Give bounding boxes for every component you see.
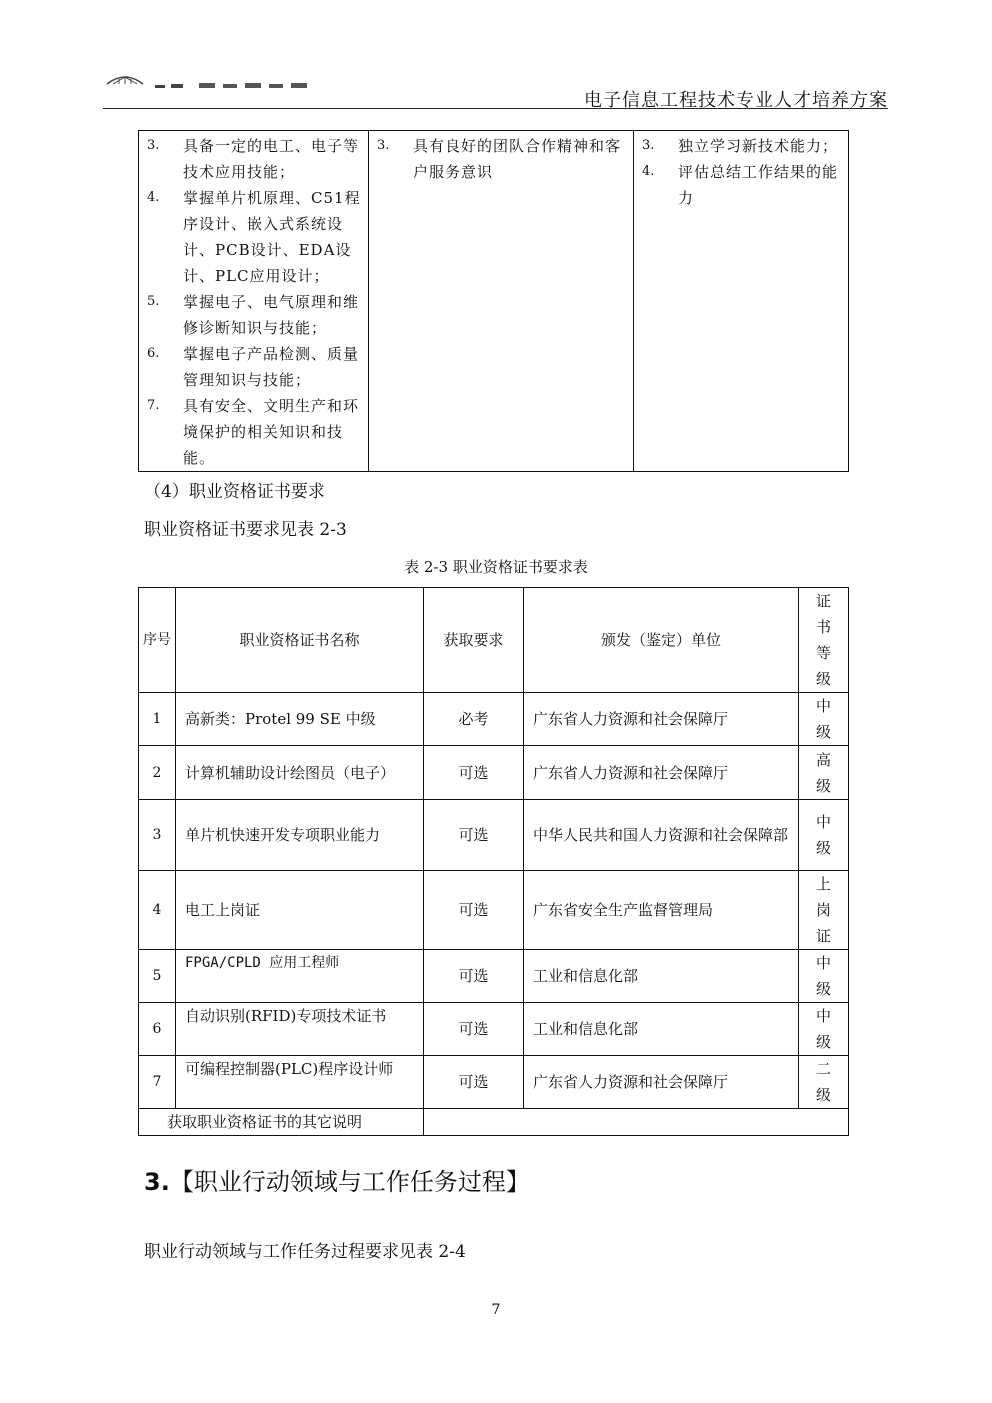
cell-issuer: 中华人民共和国人力资源和社会保障部 xyxy=(524,800,799,871)
cell-name: 单片机快速开发专项职业能力 xyxy=(176,800,424,871)
page-number: 7 xyxy=(491,1302,501,1318)
section-3-number: 3. xyxy=(144,1168,170,1196)
cell-no: 3 xyxy=(139,800,176,871)
school-logo-icon xyxy=(103,72,318,92)
skills-col-social xyxy=(369,131,634,472)
list-item: 4. 掌握单片机原理、C51程序设计、嵌入式系统设计、PCB设计、EDA设计、PLC应用设计； xyxy=(147,189,361,285)
table-caption: 表 2-3 职业资格证书要求表 xyxy=(404,558,588,576)
cell-requirement: 可选 xyxy=(424,746,524,800)
list-item: 3. 独立学习新技术能力； xyxy=(642,137,839,155)
list-item: 5. 掌握电子、电气原理和维修诊断知识与技能； xyxy=(147,293,360,337)
table-row xyxy=(139,800,849,871)
cell-requirement: 可选 xyxy=(424,871,524,950)
cell-name: 自动识别(RFID)专项技术证书 xyxy=(176,1003,424,1056)
cell-no: 5 xyxy=(139,950,176,1003)
cell-requirement: 可选 xyxy=(424,800,524,871)
header-requirement: 获取要求 xyxy=(424,588,524,693)
cell-no: 6 xyxy=(139,1003,176,1056)
header-no: 序号 xyxy=(139,588,176,693)
table-note-row xyxy=(139,1109,849,1136)
cell-name: 可编程控制器(PLC)程序设计师 xyxy=(176,1056,424,1109)
cell-name: FPGA/CPLD 应用工程师 xyxy=(176,950,424,1003)
table-row xyxy=(139,1056,849,1109)
list-item: 7. 具有安全、文明生产和环境保护的相关知识和技能。 xyxy=(147,397,360,467)
table-header-row xyxy=(139,588,849,693)
table-row xyxy=(139,746,849,800)
list-item: 6. 掌握电子产品检测、质量管理知识与技能； xyxy=(147,345,360,389)
cell-level: 上岗证 xyxy=(799,871,849,950)
skills-table xyxy=(138,130,849,472)
cell-no: 2 xyxy=(139,746,176,800)
skills-col-method xyxy=(634,131,849,472)
header-divider xyxy=(103,108,888,109)
cell-issuer: 工业和信息化部 xyxy=(524,1003,799,1056)
cell-level: 高级 xyxy=(799,746,849,800)
page-header xyxy=(103,70,888,110)
cell-requirement: 可选 xyxy=(424,1003,524,1056)
list-item: 4. 评估总结工作结果的能力 xyxy=(642,163,839,207)
cell-requirement: 可选 xyxy=(424,1056,524,1109)
cell-name: 高新类：Protel 99 SE 中级 xyxy=(176,693,424,746)
section-3-heading xyxy=(144,1162,530,1197)
cell-name: 计算机辅助设计绘图员（电子） xyxy=(176,746,424,800)
cell-level: 中级 xyxy=(799,693,849,746)
header-issuer: 颁发（鉴定）单位 xyxy=(524,588,799,693)
cell-issuer: 广东省人力资源和社会保障厅 xyxy=(524,693,799,746)
header-title: 电子信息工程技术专业人才培养方案 xyxy=(584,90,888,111)
list-item: 3. 具备一定的电工、电子等技术应用技能； xyxy=(147,137,360,181)
certificate-table xyxy=(138,587,849,1136)
table-row xyxy=(139,871,849,950)
cell-requirement: 可选 xyxy=(424,950,524,1003)
cell-issuer: 广东省人力资源和社会保障厅 xyxy=(524,1056,799,1109)
table-row xyxy=(139,950,849,1003)
list-item: 3. 具有良好的团队合作精神和客户服务意识 xyxy=(377,137,622,181)
cell-level: 中级 xyxy=(799,1003,849,1056)
table-note: 获取职业资格证书的其它说明 xyxy=(139,1109,424,1136)
section-3-title: 【职业行动领域与工作任务过程】 xyxy=(169,1168,530,1196)
skills-col-professional xyxy=(139,131,369,472)
cell-no: 4 xyxy=(139,871,176,950)
cell-issuer: 工业和信息化部 xyxy=(524,950,799,1003)
section-4-label: （4）职业资格证书要求 xyxy=(144,482,325,502)
cell-level: 中级 xyxy=(799,950,849,1003)
cell-level: 二级 xyxy=(799,1056,849,1109)
section-3-intro: 职业行动领域与工作任务过程要求见表 2-4 xyxy=(144,1242,466,1262)
cell-issuer: 广东省安全生产监督管理局 xyxy=(524,871,799,950)
cell-name: 电工上岗证 xyxy=(176,871,424,950)
cell-no: 7 xyxy=(139,1056,176,1109)
table-row xyxy=(139,693,849,746)
header-level: 证书等级 xyxy=(799,588,849,693)
cell-issuer: 广东省人力资源和社会保障厅 xyxy=(524,746,799,800)
table-row xyxy=(139,1003,849,1056)
cell-level: 中级 xyxy=(799,800,849,871)
header-name: 职业资格证书名称 xyxy=(176,588,424,693)
table-note-empty xyxy=(424,1109,849,1136)
cell-no: 1 xyxy=(139,693,176,746)
section-4-intro: 职业资格证书要求见表 2-3 xyxy=(144,520,347,540)
cell-requirement: 必考 xyxy=(424,693,524,746)
